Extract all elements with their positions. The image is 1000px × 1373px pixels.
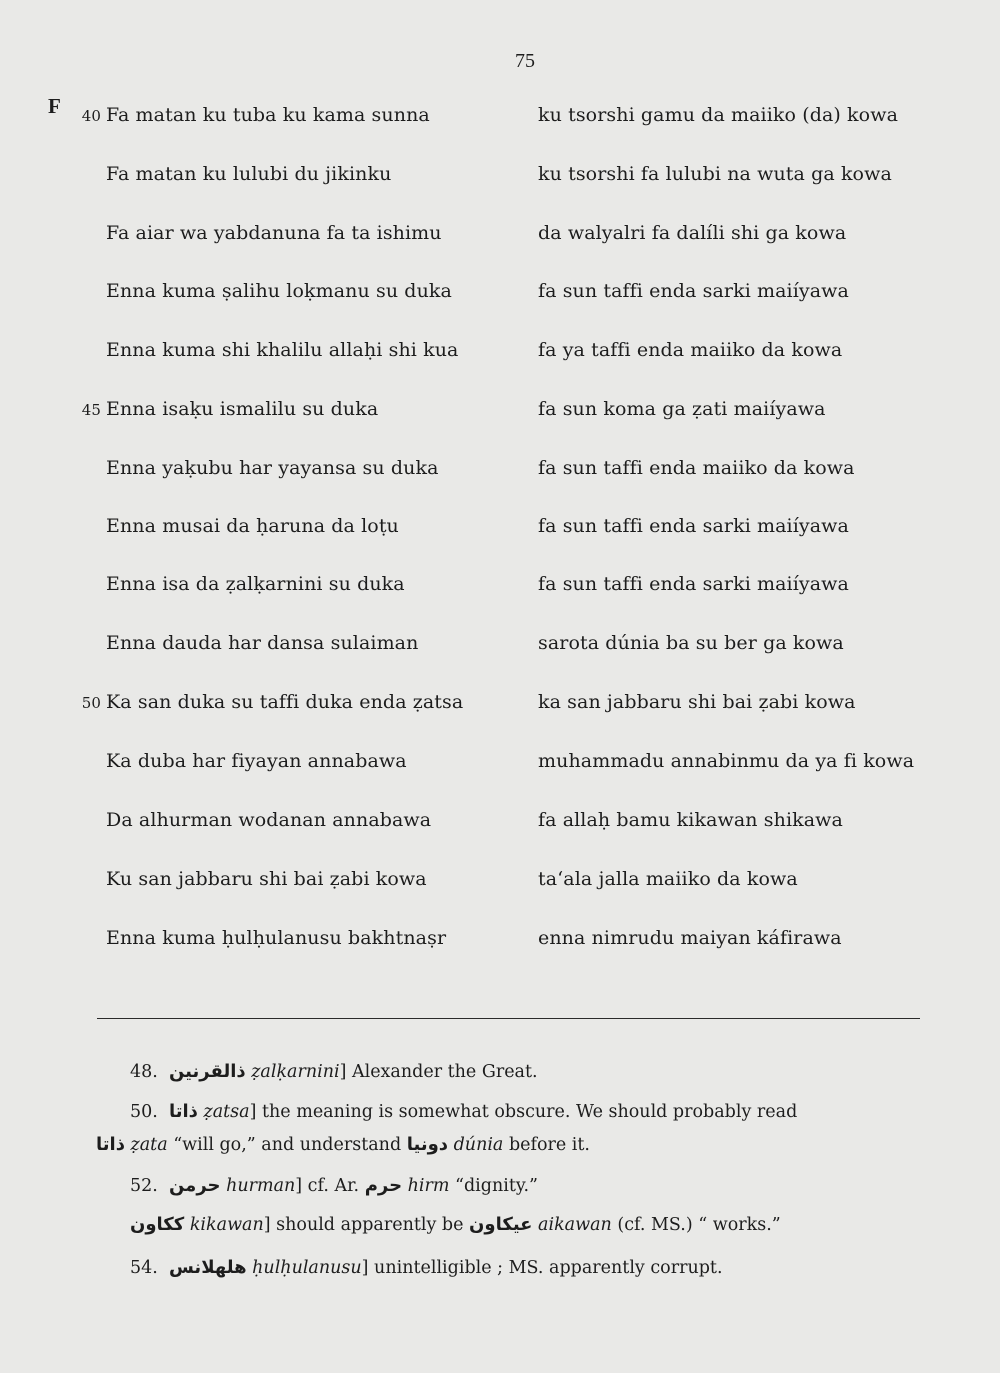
verse-right: ku tsorshi gamu da maiiko (da) kowa: [538, 104, 899, 126]
verse-left: Fa matan ku tuba ku kama sunna: [106, 104, 430, 126]
verse-right: enna nimrudu maiyan káfirawa: [538, 927, 842, 949]
transliteration: hirm: [407, 1176, 450, 1196]
verse-left: Enna isaḳu ismalilu su duka: [106, 398, 379, 420]
line-number: 40: [81, 107, 101, 125]
verse-line: [0, 573, 1000, 605]
footnote-text: ] should apparently be: [263, 1215, 470, 1235]
verse-left: Enna kuma ḥulḥulanusu bakhtnaṣr: [106, 927, 447, 949]
verse-right: fa sun taffi enda sarki maiíyawa: [538, 280, 849, 302]
verse-right: ku tsorshi fa lulubi na wuta ga kowa: [538, 163, 892, 185]
verse-right: fa ya taffi enda maiiko da kowa: [538, 339, 843, 361]
verse-right: ta‘ala jalla maiiko da kowa: [538, 868, 798, 890]
verse-left: Fa aiar wa yabdanuna fa ta ishimu: [106, 222, 442, 244]
verse-right: ka san jabbaru shi bai ẓabi kowa: [538, 691, 856, 713]
footnote-50-continued: [96, 1134, 926, 1155]
footnote-text: ] Alexander the Great.: [339, 1062, 538, 1082]
transliteration: ẓalḳarnini: [251, 1062, 340, 1082]
verse-right: fa sun taffi enda sarki maiíyawa: [538, 515, 849, 537]
verse-left: Enna kuma ṣalihu loḳmanu su duka: [106, 280, 452, 302]
arabic-term: عيكاون: [469, 1214, 533, 1235]
transliteration: ẓatsa: [203, 1102, 250, 1122]
footnote-52-continued: [96, 1214, 960, 1235]
page-number: 75: [515, 50, 535, 72]
verse-line: [0, 750, 1000, 782]
verse-line: [0, 868, 1000, 900]
verse-line: [0, 809, 1000, 841]
verse-line: [0, 515, 1000, 547]
verse-line: [0, 163, 1000, 195]
footnote-number: 48.: [130, 1062, 158, 1082]
footnote-divider: [97, 1018, 920, 1019]
arabic-term: ذاتا: [96, 1134, 125, 1155]
footnote-text: ] cf. Ar.: [295, 1176, 365, 1196]
verse-right: fa sun taffi enda maiiko da kowa: [538, 457, 855, 479]
verse-left: Ku san jabbaru shi bai ẓabi kowa: [106, 868, 427, 890]
line-number: 45: [81, 401, 101, 419]
transliteration: kikawan: [189, 1215, 264, 1235]
verse-line: [0, 222, 1000, 254]
arabic-term: ذالقرنين: [168, 1061, 246, 1082]
transliteration: aikawan: [538, 1215, 612, 1235]
transliteration: ẓata: [130, 1135, 168, 1155]
verse-right: muhammadu annabinmu da ya fi kowa: [538, 750, 915, 772]
verse-left: Enna dauda har dansa sulaiman: [106, 632, 419, 654]
footnote-number: 54.: [130, 1258, 158, 1278]
footnote-48: [96, 1061, 960, 1082]
verse-line: [0, 339, 1000, 371]
verse-left: Enna isa da ẓalḳarnini su duka: [106, 573, 405, 595]
footnote-text: “will go,” and understand: [167, 1135, 407, 1155]
verse-right: fa sun koma ga ẓati maiíyawa: [538, 398, 826, 420]
verse-left: Ka duba har fiyayan annabawa: [106, 750, 407, 772]
verse-right: sarota dúnia ba su ber ga kowa: [538, 632, 844, 654]
arabic-term: ذاتا: [168, 1101, 198, 1122]
verse-left: Enna yaḳubu har yayansa su duka: [106, 457, 439, 479]
footnote-52: [96, 1175, 960, 1196]
footnote-text: ] unintelligible ; MS. apparently corrupt.: [361, 1258, 723, 1278]
arabic-term: حرمن: [168, 1175, 221, 1196]
footnote-text: “dignity.”: [449, 1176, 538, 1196]
verse-right: da walyalri fa dalíli shi ga kowa: [538, 222, 847, 244]
verse-right: fa allaḥ bamu kikawan shikawa: [538, 809, 843, 831]
verse-line: [0, 457, 1000, 489]
section-mark: F: [48, 94, 61, 118]
footnote-text: (cf. MS.) “ works.”: [611, 1215, 781, 1235]
footnote-text: before it.: [503, 1135, 590, 1155]
verse-line: [0, 398, 1000, 430]
verse-line: [0, 927, 1000, 959]
arabic-term: دونيا: [406, 1134, 449, 1155]
verse-left: Enna kuma shi khalilu allaḥi shi kua: [106, 339, 459, 361]
verse-line: [0, 632, 1000, 664]
verse-left: Ka san duka su taffi duka enda ẓatsa: [106, 691, 464, 713]
verse-left: Enna musai da ḥaruna da loṭu: [106, 515, 399, 537]
transliteration: ḥulḥulanusu: [252, 1258, 362, 1278]
transliteration: dúnia: [453, 1135, 504, 1155]
footnote-number: 52.: [130, 1176, 158, 1196]
verse-line: [0, 104, 1000, 136]
arabic-term: هلهلانس: [168, 1257, 247, 1278]
transliteration: hurman: [226, 1176, 296, 1196]
verse-line: [0, 691, 1000, 723]
verse-line: [0, 280, 1000, 312]
verse-right: fa sun taffi enda sarki maiíyawa: [538, 573, 849, 595]
verse-left: Fa matan ku lulubi du jikinku: [106, 163, 392, 185]
footnote-text: ] the meaning is somewhat obscure. We should probably read: [249, 1102, 798, 1122]
line-number: 50: [81, 694, 101, 712]
footnote-50: [96, 1101, 960, 1122]
arabic-term: ككاون: [130, 1214, 185, 1235]
arabic-term: حرم: [364, 1175, 403, 1196]
footnote-54: [96, 1257, 960, 1278]
verse-left: Da alhurman wodanan annabawa: [106, 809, 432, 831]
footnote-number: 50.: [130, 1102, 158, 1122]
